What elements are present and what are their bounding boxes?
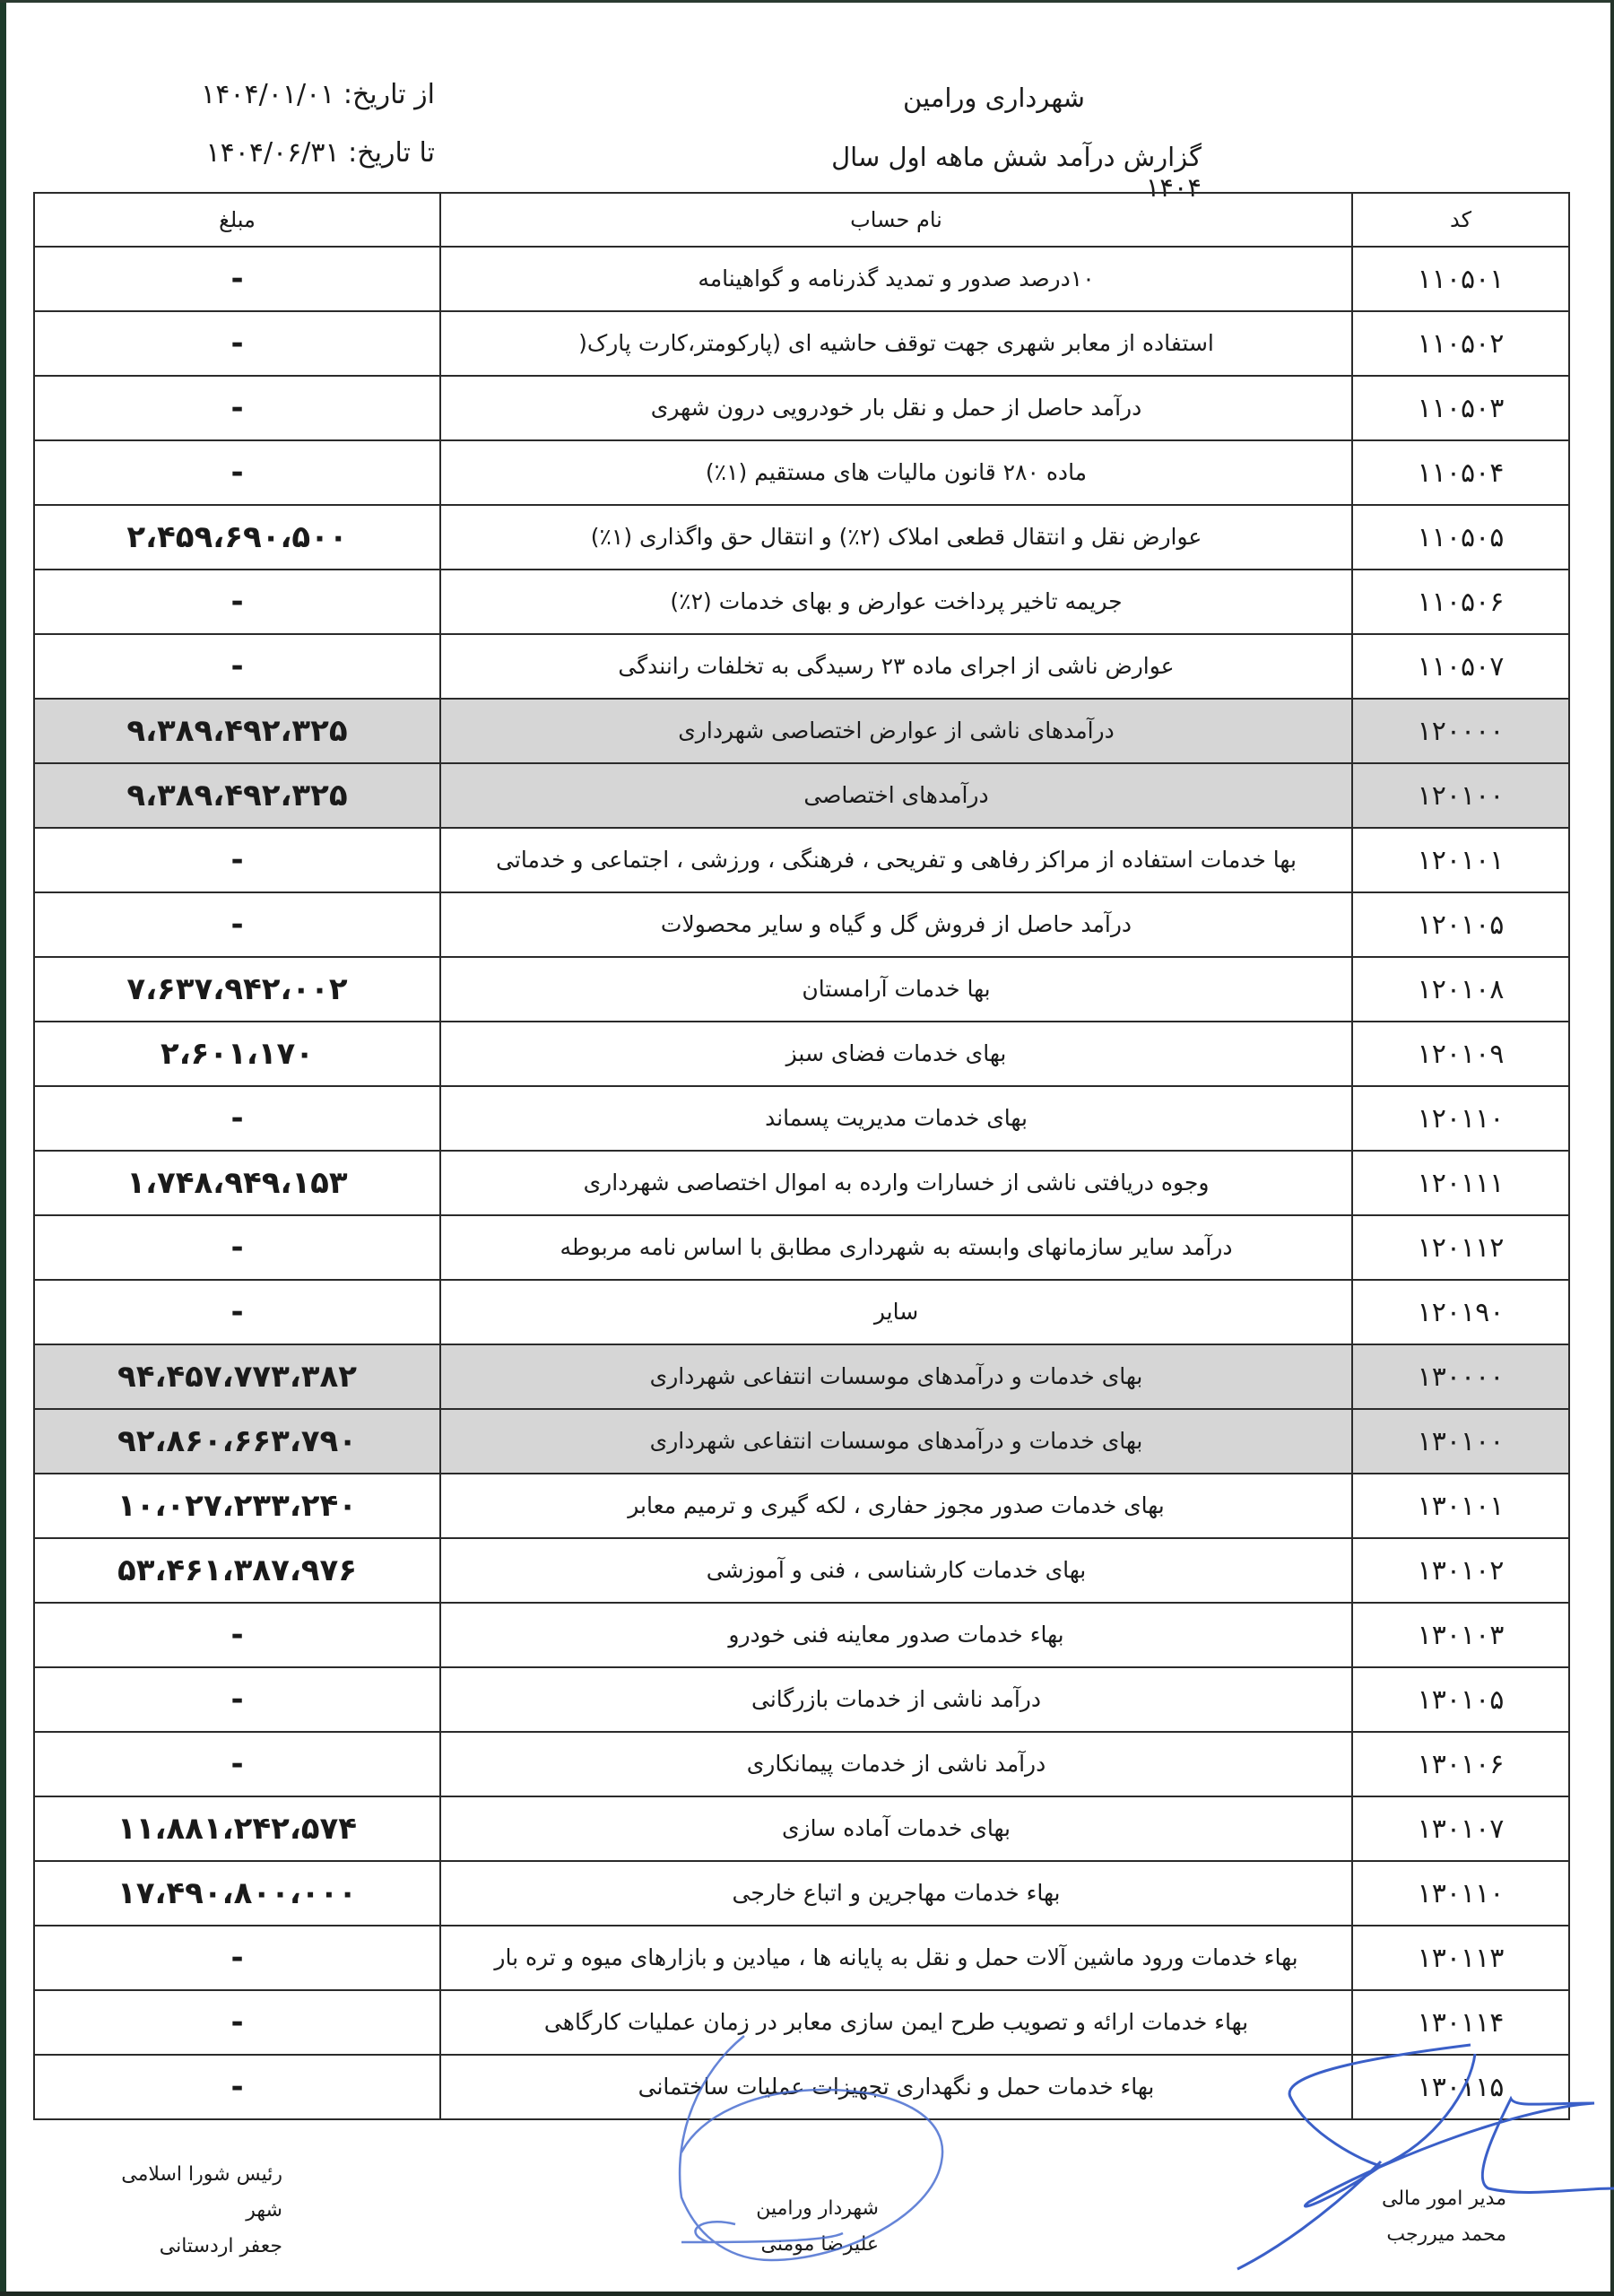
account-name: بهاء خدمات حمل و نگهداری تجهیزات عملیات ساختمانی (440, 2055, 1352, 2119)
column-header-code: کد (1352, 193, 1569, 247)
account-code: ۱۱۰۵۰۱ (1352, 247, 1569, 311)
account-code: ۱۳۰۱۱۰ (1352, 1861, 1569, 1926)
account-code: ۱۲۰۰۰۰ (1352, 699, 1569, 763)
account-name: بهاء خدمات ورود ماشین آلات حمل و نقل به پایانه ها ، میادین و بازارهای میوه و تره بار (440, 1926, 1352, 1990)
table-row (34, 1990, 1569, 2055)
amount: - (34, 1086, 440, 1151)
report-title: گزارش درآمد شش ماهه اول سال ۱۴۰۴ (831, 142, 1202, 203)
signature-block-finance-manager (1345, 2181, 1506, 2253)
account-code: ۱۲۰۱۱۲ (1352, 1215, 1569, 1280)
account-code: ۱۳۰۱۰۵ (1352, 1667, 1569, 1732)
account-name: وجوه دریافتی ناشی از خسارات وارده به اموال اختصاصی شهرداری (440, 1151, 1352, 1215)
amount: - (34, 1603, 440, 1667)
account-name: بهای خدمات کارشناسی ، فنی و آموزشی (440, 1538, 1352, 1603)
amount: ۷،۶۳۷،۹۴۲،۰۰۲ (34, 957, 440, 1022)
account-code: ۱۳۰۱۰۶ (1352, 1732, 1569, 1796)
account-name: ماده ۲۸۰ قانون مالیات های مستقیم (۱٪) (440, 440, 1352, 505)
account-name: بهای خدمات صدور مجوز حفاری ، لکه گیری و ترمیم معابر (440, 1474, 1352, 1538)
amount: - (34, 570, 440, 634)
amount: - (34, 311, 440, 376)
table-row (34, 634, 1569, 699)
account-code: ۱۳۰۱۱۴ (1352, 1990, 1569, 2055)
amount: ۵۳،۴۶۱،۳۸۷،۹۷۶ (34, 1538, 440, 1603)
account-code: ۱۲۰۱۰۸ (1352, 957, 1569, 1022)
table-row (34, 1280, 1569, 1344)
account-code: ۱۲۰۱۰۱ (1352, 828, 1569, 892)
amount: - (34, 1280, 440, 1344)
amount: ۱۷،۴۹۰،۸۰۰،۰۰۰ (34, 1861, 440, 1926)
signature-block-mayor (699, 2191, 879, 2263)
account-name: استفاده از معابر شهری جهت توقف حاشیه ای (پارکومتر،کارت پارک( (440, 311, 1352, 376)
account-code: ۱۲۰۱۹۰ (1352, 1280, 1569, 1344)
column-header-amount: مبلغ (34, 193, 440, 247)
amount: ۹،۳۸۹،۴۹۲،۳۲۵ (34, 763, 440, 828)
account-name: بهاء خدمات صدور معاینه فنی خودرو (440, 1603, 1352, 1667)
signature-block-council-head (90, 2157, 282, 2265)
amount: ۱،۷۴۸،۹۴۹،۱۵۳ (34, 1151, 440, 1215)
account-code: ۱۳۰۱۱۵ (1352, 2055, 1569, 2119)
table-row (34, 376, 1569, 440)
table-row (34, 1151, 1569, 1215)
account-code: ۱۳۰۱۰۲ (1352, 1538, 1569, 1603)
account-name: بهای خدمات فضای سبز (440, 1022, 1352, 1086)
account-name: عوارض ناشی از اجرای ماده ۲۳ رسیدگی به تخلفات رانندگی (440, 634, 1352, 699)
amount: - (34, 1667, 440, 1732)
table-row (34, 1861, 1569, 1926)
account-code: ۱۱۰۵۰۵ (1352, 505, 1569, 570)
account-name: درآمد حاصل از فروش گل و گیاه و سایر محصولات (440, 892, 1352, 957)
account-code: ۱۳۰۱۰۳ (1352, 1603, 1569, 1667)
signature-name: علیرضا مومنی (760, 2233, 879, 2256)
table-row (34, 828, 1569, 892)
signature-title: شهردار ورامین (756, 2197, 879, 2220)
amount: ۹،۳۸۹،۴۹۲،۳۲۵ (34, 699, 440, 763)
account-code: ۱۱۰۵۰۲ (1352, 311, 1569, 376)
table-row (34, 1086, 1569, 1151)
account-code: ۱۲۰۱۰۵ (1352, 892, 1569, 957)
table-row (34, 440, 1569, 505)
table-row (34, 1474, 1569, 1538)
organization-name: شهرداری ورامین (903, 83, 1085, 113)
scan-edge-right (1610, 0, 1614, 2296)
signature-name: محمد میررجب (1386, 2223, 1506, 2246)
account-name: درآمد ناشی از خدمات پیمانکاری (440, 1732, 1352, 1796)
signature-name: جعفر اردستانی (159, 2235, 282, 2257)
table-row (34, 1538, 1569, 1603)
account-code: ۱۱۰۵۰۳ (1352, 376, 1569, 440)
signature-title: مدیر امور مالی (1382, 2187, 1506, 2210)
account-name: بهاء خدمات مهاجرین و اتباع خارجی (440, 1861, 1352, 1926)
amount: ۱۱،۸۸۱،۲۴۲،۵۷۴ (34, 1796, 440, 1861)
account-code: ۱۱۰۵۰۴ (1352, 440, 1569, 505)
table-row (34, 505, 1569, 570)
table-row (34, 957, 1569, 1022)
table-row (34, 1796, 1569, 1861)
scan-edge-left (0, 0, 6, 2296)
amount: - (34, 828, 440, 892)
table-row (34, 1215, 1569, 1280)
account-name: جریمه تاخیر پرداخت عوارض و بهای خدمات (۲٪) (440, 570, 1352, 634)
table-row (34, 1022, 1569, 1086)
table-row (34, 1409, 1569, 1474)
table-row (34, 763, 1569, 828)
account-name: درآمدهای اختصاصی (440, 763, 1352, 828)
column-header-name: نام حساب (440, 193, 1352, 247)
account-name: درآمدهای ناشی از عوارض اختصاصی شهرداری (440, 699, 1352, 763)
account-name: بهای خدمات و درآمدهای موسسات انتفاعی شهرداری (440, 1409, 1352, 1474)
account-code: ۱۳۰۱۱۳ (1352, 1926, 1569, 1990)
amount: - (34, 376, 440, 440)
amount: - (34, 892, 440, 957)
account-code: ۱۲۰۱۰۹ (1352, 1022, 1569, 1086)
scan-edge-bottom (0, 2292, 1614, 2296)
account-code: ۱۲۰۱۱۰ (1352, 1086, 1569, 1151)
account-code: ۱۱۰۵۰۷ (1352, 634, 1569, 699)
amount: - (34, 1215, 440, 1280)
account-code: ۱۳۰۱۰۷ (1352, 1796, 1569, 1861)
account-code: ۱۱۰۵۰۶ (1352, 570, 1569, 634)
account-name: درآمد سایر سازمانهای وابسته به شهرداری مطابق با اساس نامه مربوطه (440, 1215, 1352, 1280)
account-name: بهای خدمات و درآمدهای موسسات انتفاعی شهرداری (440, 1344, 1352, 1409)
account-code: ۱۳۰۰۰۰ (1352, 1344, 1569, 1409)
account-name: سایر (440, 1280, 1352, 1344)
table-row (34, 1344, 1569, 1409)
table-row (34, 311, 1569, 376)
account-name: ۱۰درصد صدور و تمدید گذرنامه و گواهینامه (440, 247, 1352, 311)
account-code: ۱۳۰۱۰۱ (1352, 1474, 1569, 1538)
account-name: بهای خدمات مدیریت پسماند (440, 1086, 1352, 1151)
amount: - (34, 1732, 440, 1796)
table-row (34, 570, 1569, 634)
account-code: ۱۳۰۱۰۰ (1352, 1409, 1569, 1474)
table-row (34, 247, 1569, 311)
table-row (34, 892, 1569, 957)
amount: - (34, 247, 440, 311)
amount: ۲،۶۰۱،۱۷۰ (34, 1022, 440, 1086)
revenue-table (33, 192, 1570, 2120)
signature-title: رئیس شورا اسلامی شهر (121, 2163, 282, 2222)
amount: ۲،۴۵۹،۶۹۰،۵۰۰ (34, 505, 440, 570)
account-name: بهای خدمات آماده سازی (440, 1796, 1352, 1861)
account-name: بها خدمات آرامستان (440, 957, 1352, 1022)
account-code: ۱۲۰۱۱۱ (1352, 1151, 1569, 1215)
table-header-row (34, 193, 1569, 247)
account-name: درآمد حاصل از حمل و نقل بار خودرویی درون شهری (440, 376, 1352, 440)
amount: ۹۴،۴۵۷،۷۷۳،۳۸۲ (34, 1344, 440, 1409)
table-row (34, 699, 1569, 763)
account-name: بها خدمات استفاده از مراکز رفاهی و تفریحی ، فرهنگی ، ورزشی ، اجتماعی و خدماتی (440, 828, 1352, 892)
account-code: ۱۲۰۱۰۰ (1352, 763, 1569, 828)
table-row (34, 1667, 1569, 1732)
account-name: درآمد ناشی از خدمات بازرگانی (440, 1667, 1352, 1732)
table-row (34, 1732, 1569, 1796)
amount: ۱۰،۰۲۷،۲۳۳،۲۴۰ (34, 1474, 440, 1538)
table-row (34, 1926, 1569, 1990)
amount: ۹۲،۸۶۰،۶۶۳،۷۹۰ (34, 1409, 440, 1474)
account-name: عوارض نقل و انتقال قطعی املاک (۲٪) و انتقال حق واگذاری (۱٪) (440, 505, 1352, 570)
to-date: تا تاریخ: ۱۴۰۴/۰۶/۳۱ (205, 137, 435, 169)
from-date: از تاریخ: ۱۴۰۴/۰۱/۰۱ (201, 79, 435, 110)
amount: - (34, 1926, 440, 1990)
account-name: بهاء خدمات ارائه و تصویب طرح ایمن سازی معابر در زمان عملیات کارگاهی (440, 1990, 1352, 2055)
table-row (34, 2055, 1569, 2119)
amount: - (34, 634, 440, 699)
amount: - (34, 440, 440, 505)
amount: - (34, 2055, 440, 2119)
amount: - (34, 1990, 440, 2055)
table-row (34, 1603, 1569, 1667)
scan-edge-top (0, 0, 1614, 3)
